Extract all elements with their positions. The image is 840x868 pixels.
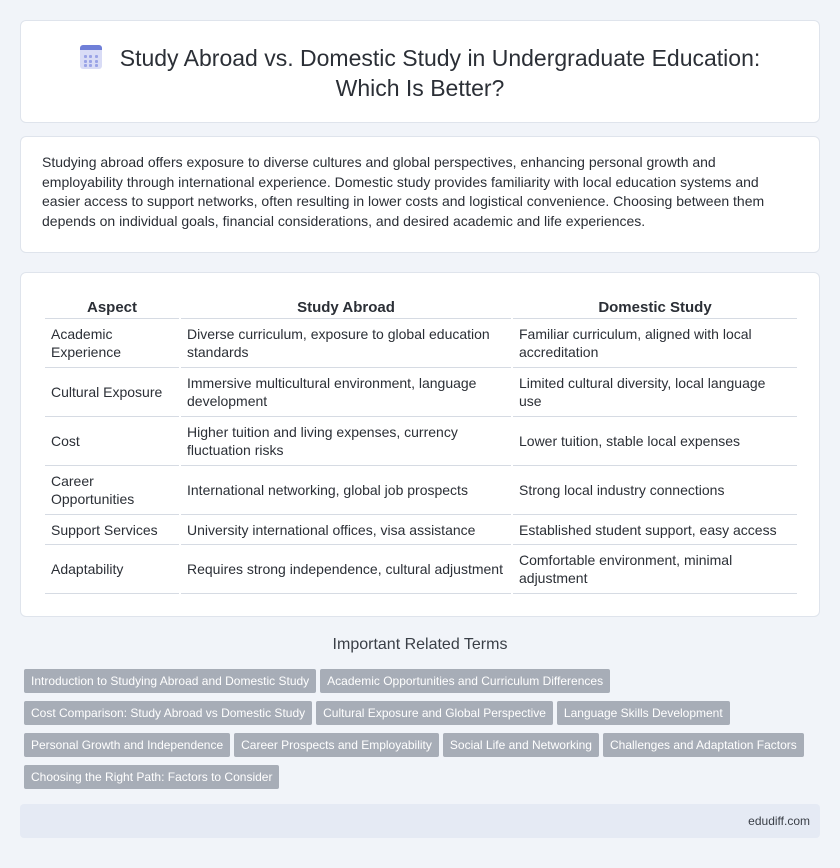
row-domestic: Limited cultural diversity, local language use: [513, 368, 797, 417]
table-row: [45, 417, 797, 466]
related-terms-heading: Important Related Terms: [332, 636, 508, 653]
header-domestic-study: Domestic Study: [513, 297, 797, 319]
related-term-tag[interactable]: Cost Comparison: Study Abroad vs Domestic Study: [24, 701, 312, 725]
related-terms-list: [24, 669, 824, 797]
row-aspect: Cost: [45, 417, 179, 466]
row-aspect: Academic Experience: [45, 319, 179, 368]
row-aspect: Support Services: [45, 515, 179, 545]
comparison-card: [20, 272, 820, 617]
footer: [20, 804, 820, 838]
intro-card: [20, 136, 820, 253]
calculator-icon: [80, 45, 102, 69]
related-term-tag[interactable]: Social Life and Networking: [443, 733, 599, 757]
related-term-tag[interactable]: Introduction to Studying Abroad and Domestic Study: [24, 669, 316, 693]
row-domestic: Familiar curriculum, aligned with local accreditation: [513, 319, 797, 368]
table-header-row: [45, 297, 797, 319]
table-row: [45, 368, 797, 417]
row-study-abroad: Immersive multicultural environment, language development: [181, 368, 511, 417]
header-study-abroad: Study Abroad: [181, 297, 511, 319]
title-card: [20, 20, 820, 123]
row-domestic: Comfortable environment, minimal adjustment: [513, 545, 797, 594]
intro-paragraph: Studying abroad offers exposure to diverse cultures and global perspectives, enhancing personal growth and employability through international experience. Domestic study provides familiarity with local education systems and easier access to support networks, often resulting in lower costs and logistical convenience. Choosing between them depends on individual goals, financial considerations, and desired academic and life experiences.: [42, 154, 765, 229]
row-domestic: Strong local industry connections: [513, 466, 797, 515]
header-aspect: Aspect: [45, 297, 179, 319]
table-row: [45, 466, 797, 515]
table-row: [45, 545, 797, 594]
related-term-tag[interactable]: Language Skills Development: [557, 701, 730, 725]
related-term-tag[interactable]: Choosing the Right Path: Factors to Consider: [24, 765, 279, 789]
page-title: Study Abroad vs. Domestic Study in Undergraduate Education: Which Is Better?: [119, 45, 761, 101]
row-aspect: Career Opportunities: [45, 466, 179, 515]
row-study-abroad: International networking, global job prospects: [181, 466, 511, 515]
page-title-wrap: [21, 43, 819, 103]
table-row: [45, 319, 797, 368]
related-term-tag[interactable]: Personal Growth and Independence: [24, 733, 230, 757]
row-domestic: Established student support, easy access: [513, 515, 797, 545]
row-study-abroad: Higher tuition and living expenses, currency fluctuation risks: [181, 417, 511, 466]
row-aspect: Cultural Exposure: [45, 368, 179, 417]
related-term-tag[interactable]: Academic Opportunities and Curriculum Differences: [320, 669, 610, 693]
related-term-tag[interactable]: Challenges and Adaptation Factors: [603, 733, 804, 757]
row-aspect: Adaptability: [45, 545, 179, 594]
row-study-abroad: Diverse curriculum, exposure to global education standards: [181, 319, 511, 368]
row-study-abroad: University international offices, visa assistance: [181, 515, 511, 545]
related-term-tag[interactable]: Career Prospects and Employability: [234, 733, 439, 757]
row-study-abroad: Requires strong independence, cultural adjustment: [181, 545, 511, 594]
footer-site-link[interactable]: edudiff.com: [748, 814, 810, 828]
table-row: [45, 515, 797, 545]
row-domestic: Lower tuition, stable local expenses: [513, 417, 797, 466]
comparison-table: [43, 297, 799, 594]
related-term-tag[interactable]: Cultural Exposure and Global Perspective: [316, 701, 553, 725]
